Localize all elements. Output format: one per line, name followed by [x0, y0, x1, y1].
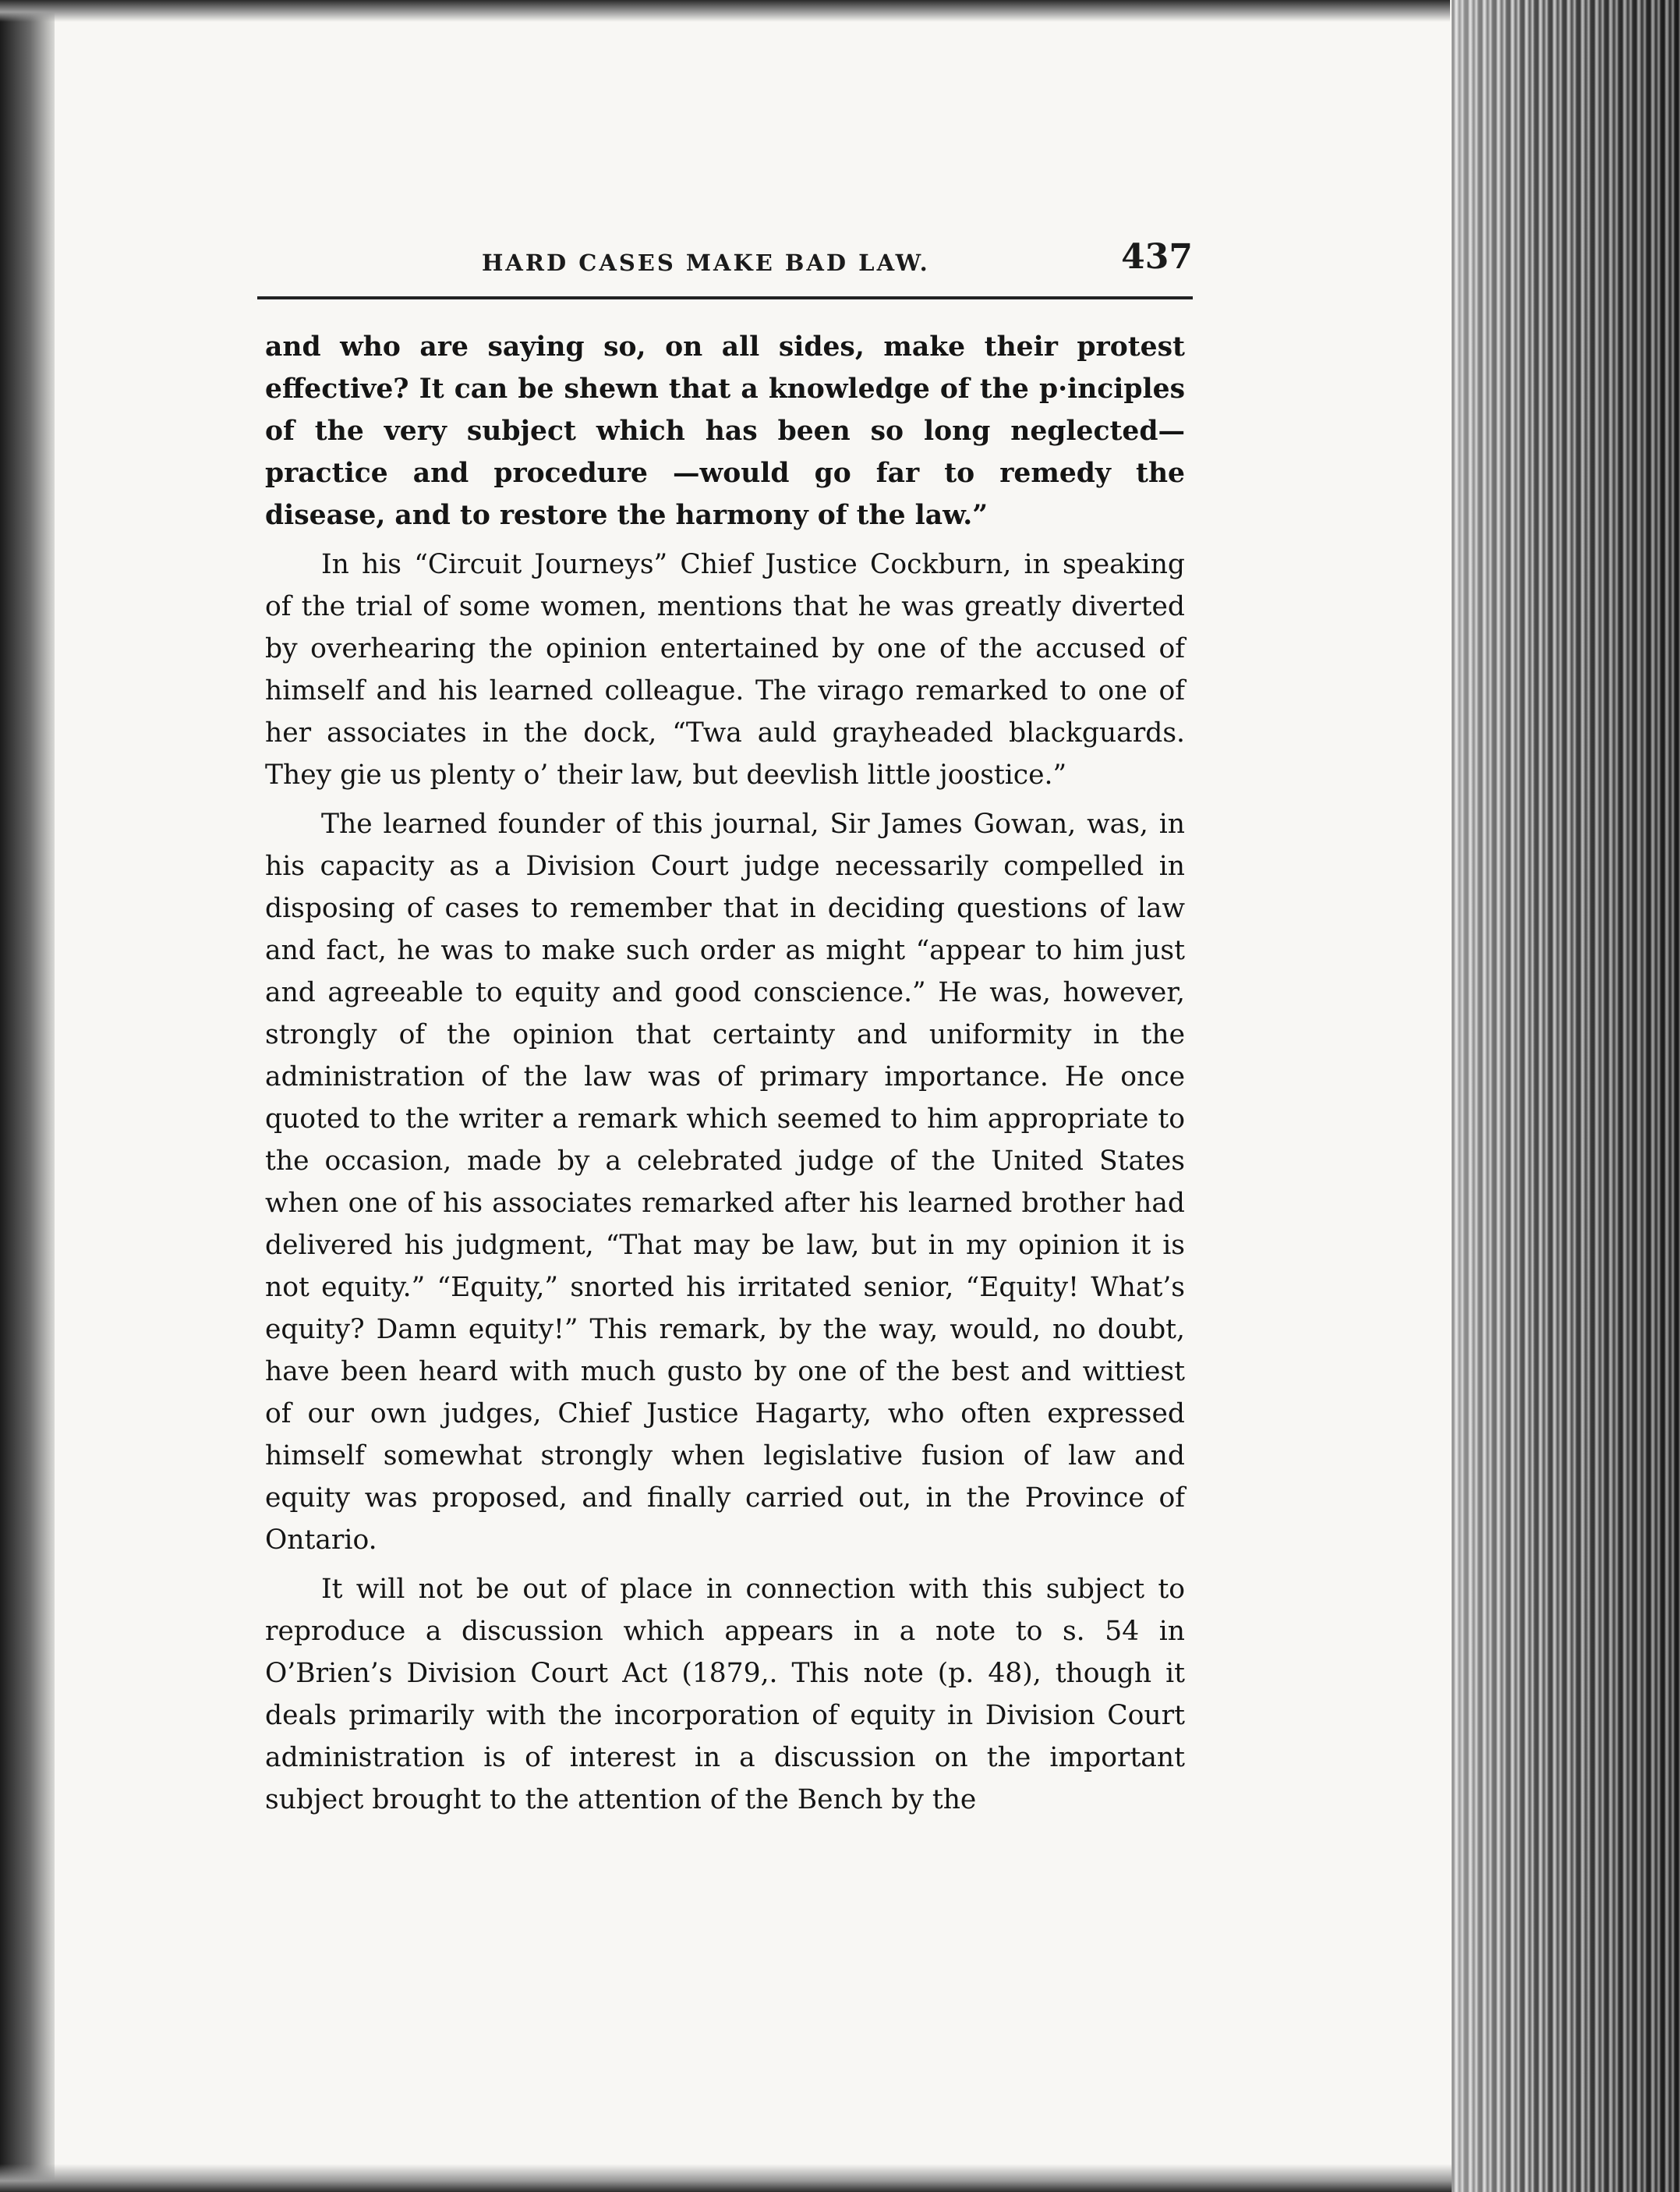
book-page-edges [1452, 0, 1680, 2192]
paragraph-1: and who are saying so, on all sides, make their protest effective? It can be shewn that a knowledge of the p·inciples of the very subject which has been so long neglected—practice and procedure —would go far to remedy the disease, and to restore the harmony of the law.” [265, 331, 1185, 531]
paragraph-2: In his “Circuit Journeys” Chief Justice Cockburn, in speaking of the trial of some women, mentions that he was greatly diverted by overhearing the opinion entertained by one of the accused of himself and his learned colleague. The virago remarked to one of her associates in the dock, “Twa auld grayheaded blackguards. They gie us plenty o’ their law, but deevlish little joostice.” [265, 549, 1185, 791]
header-rule [257, 296, 1193, 299]
bottom-edge-shadow [0, 2164, 1458, 2192]
body-text [265, 326, 1185, 1828]
paragraph-4: It will not be out of place in connection with this subject to reproduce a discussion which appears in a note to s. 54 in O’Brien’s Division Court Act (1879,. This note (p. 48), though it deals primarily with the incorporation of equity in Division Court administration is of interest in a discussion on the important subject brought to the attention of the Bench by the [265, 1574, 1185, 1815]
running-title: HARD CASES MAKE BAD LAW. [482, 250, 930, 276]
binding-shadow [0, 0, 55, 2192]
top-edge-shadow [0, 0, 1450, 22]
page-number: 437 [1121, 237, 1193, 277]
page-header [257, 228, 1193, 298]
paragraph-3: The learned founder of this journal, Sir James Gowan, was, in his capacity as a Division Court judge necessarily compelled in disposing of cases to remember that in deciding questions of law and fact, he was to make such order as might “appear to him just and agreeable to equity and good conscience.” He was, however, strongly of the opinion that certainty and uniformity in the administration of the law was of primary importance. He once quoted to the writer a remark which seemed to him appropriate to the occasion, made by a celebrated judge of the United States when one of his associates remarked after his learned brother had delivered his judgment, “That may be law, but in my opinion it is not equity.” “Equity,” snorted his irritated senior, “Equity! What’s equity? Damn equity!” This remark, by the way, would, no doubt, have been heard with much gusto by one of the best and wittiest of our own judges, Chief Justice Hagarty, who often expressed himself somewhat strongly when legislative fusion of law and equity was proposed, and finally carried out, in the Province of Ontario. [265, 809, 1185, 1556]
